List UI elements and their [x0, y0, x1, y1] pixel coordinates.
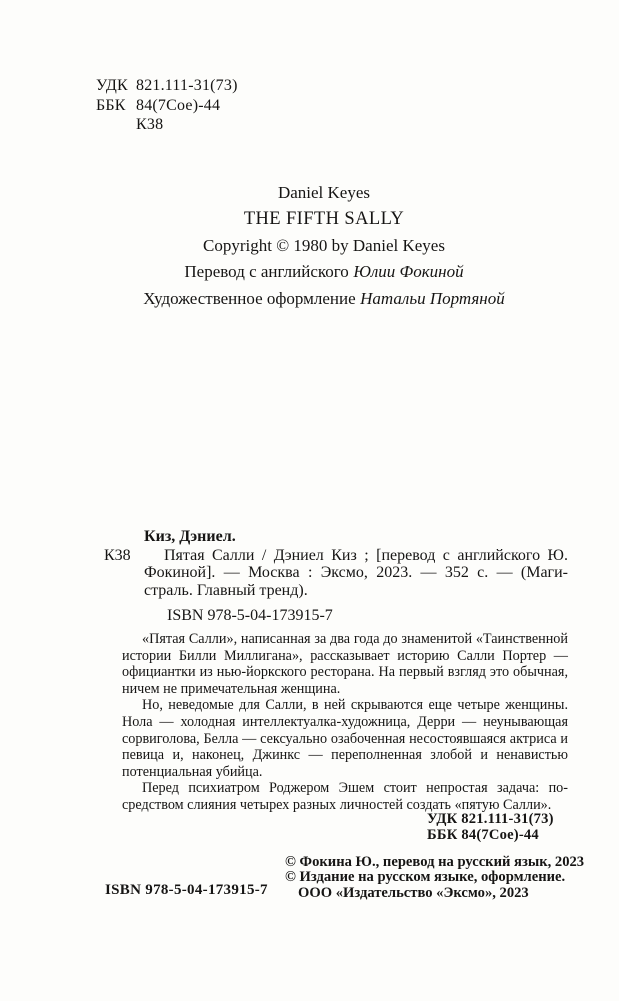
design-credit-prefix: Художественное оформление [143, 288, 356, 308]
catalog-author-sign: К38 [104, 546, 131, 564]
udk-label: УДК [96, 77, 128, 94]
udk-value: 821.111-31(73) [136, 77, 238, 94]
catalog-isbn: ISBN 978-5-04-173915-7 [167, 607, 333, 625]
title-block [83, 180, 565, 312]
translation-credit-prefix: Перевод с английского [184, 262, 349, 282]
copyright-translation-line: © Фокина Ю., перевод на русский язык, 2023 [285, 854, 585, 870]
designer-name: Натальи Портяной [360, 288, 505, 308]
annotation-paragraph-1: «Пятая Салли», написанная за два года до знаменитой «Таинственной истории Билли Миллигана», рассказывает историю Салли Портер — официантки из нью-йоркского ресторана. На первый взгляд это обычная, ничем не примечательная женщина. [122, 631, 568, 697]
top-classification-codes [96, 76, 238, 135]
annotation-paragraph-3: Перед психиатром Роджером Эшем стоит непростая задача: посредством слияния четырех разных личностей создать «пятую Салли». [122, 780, 568, 813]
copyright-line: Copyright © 1980 by Daniel Keyes [203, 235, 445, 255]
translation-credit [83, 259, 565, 285]
author-sign: К38 [136, 116, 164, 133]
bottom-bbk: ББК 84(7Сое)-44 [427, 827, 539, 843]
translator-name: Юлии Фокиной [353, 262, 464, 282]
original-title: THE FIFTH SALLY [243, 209, 405, 230]
catalog-body [104, 547, 568, 600]
catalog-author-header: Киз, Дэниел. [144, 528, 236, 545]
design-credit [83, 286, 565, 312]
catalog-card [104, 528, 568, 625]
footer-copyright-block [285, 855, 584, 901]
annotation-block [122, 631, 568, 814]
publisher-line: ООО «Издательство «Эксмо», 2023 [298, 884, 529, 901]
footer-isbn: ISBN 978-5-04-173915-7 [105, 882, 268, 898]
bottom-udk: УДК 821.111-31(73) [427, 811, 554, 827]
original-author: Daniel Keyes [277, 183, 371, 202]
bbk-value: 84(7Сое)-44 [136, 96, 221, 114]
copyright-edition-line: © Издание на русском языке, оформление. [285, 869, 566, 886]
catalog-description: Пятая Салли / Дэниел Киз ; [перевод с английского Ю. Фокиной]. — Москва : Эксмо, 2023. — 352 с. — (Магистраль. Главный тренд). [144, 546, 568, 599]
annotation-paragraph-2: Но, неведомые для Салли, в ней скрываются еще четыре женщины. Нола — холодная интеллектуалка-художница, Дерри — неунывающая сорвиголова, Белла — сексуально озабоченная несостоявшаяся актриса и певица и, наконец, Джинкс — переполненная злобой и ненавистью потенциальная убийца. [122, 697, 568, 780]
bbk-label: ББК [96, 96, 126, 114]
bottom-classification-codes [427, 811, 554, 843]
author-sign-spacer [96, 115, 136, 135]
